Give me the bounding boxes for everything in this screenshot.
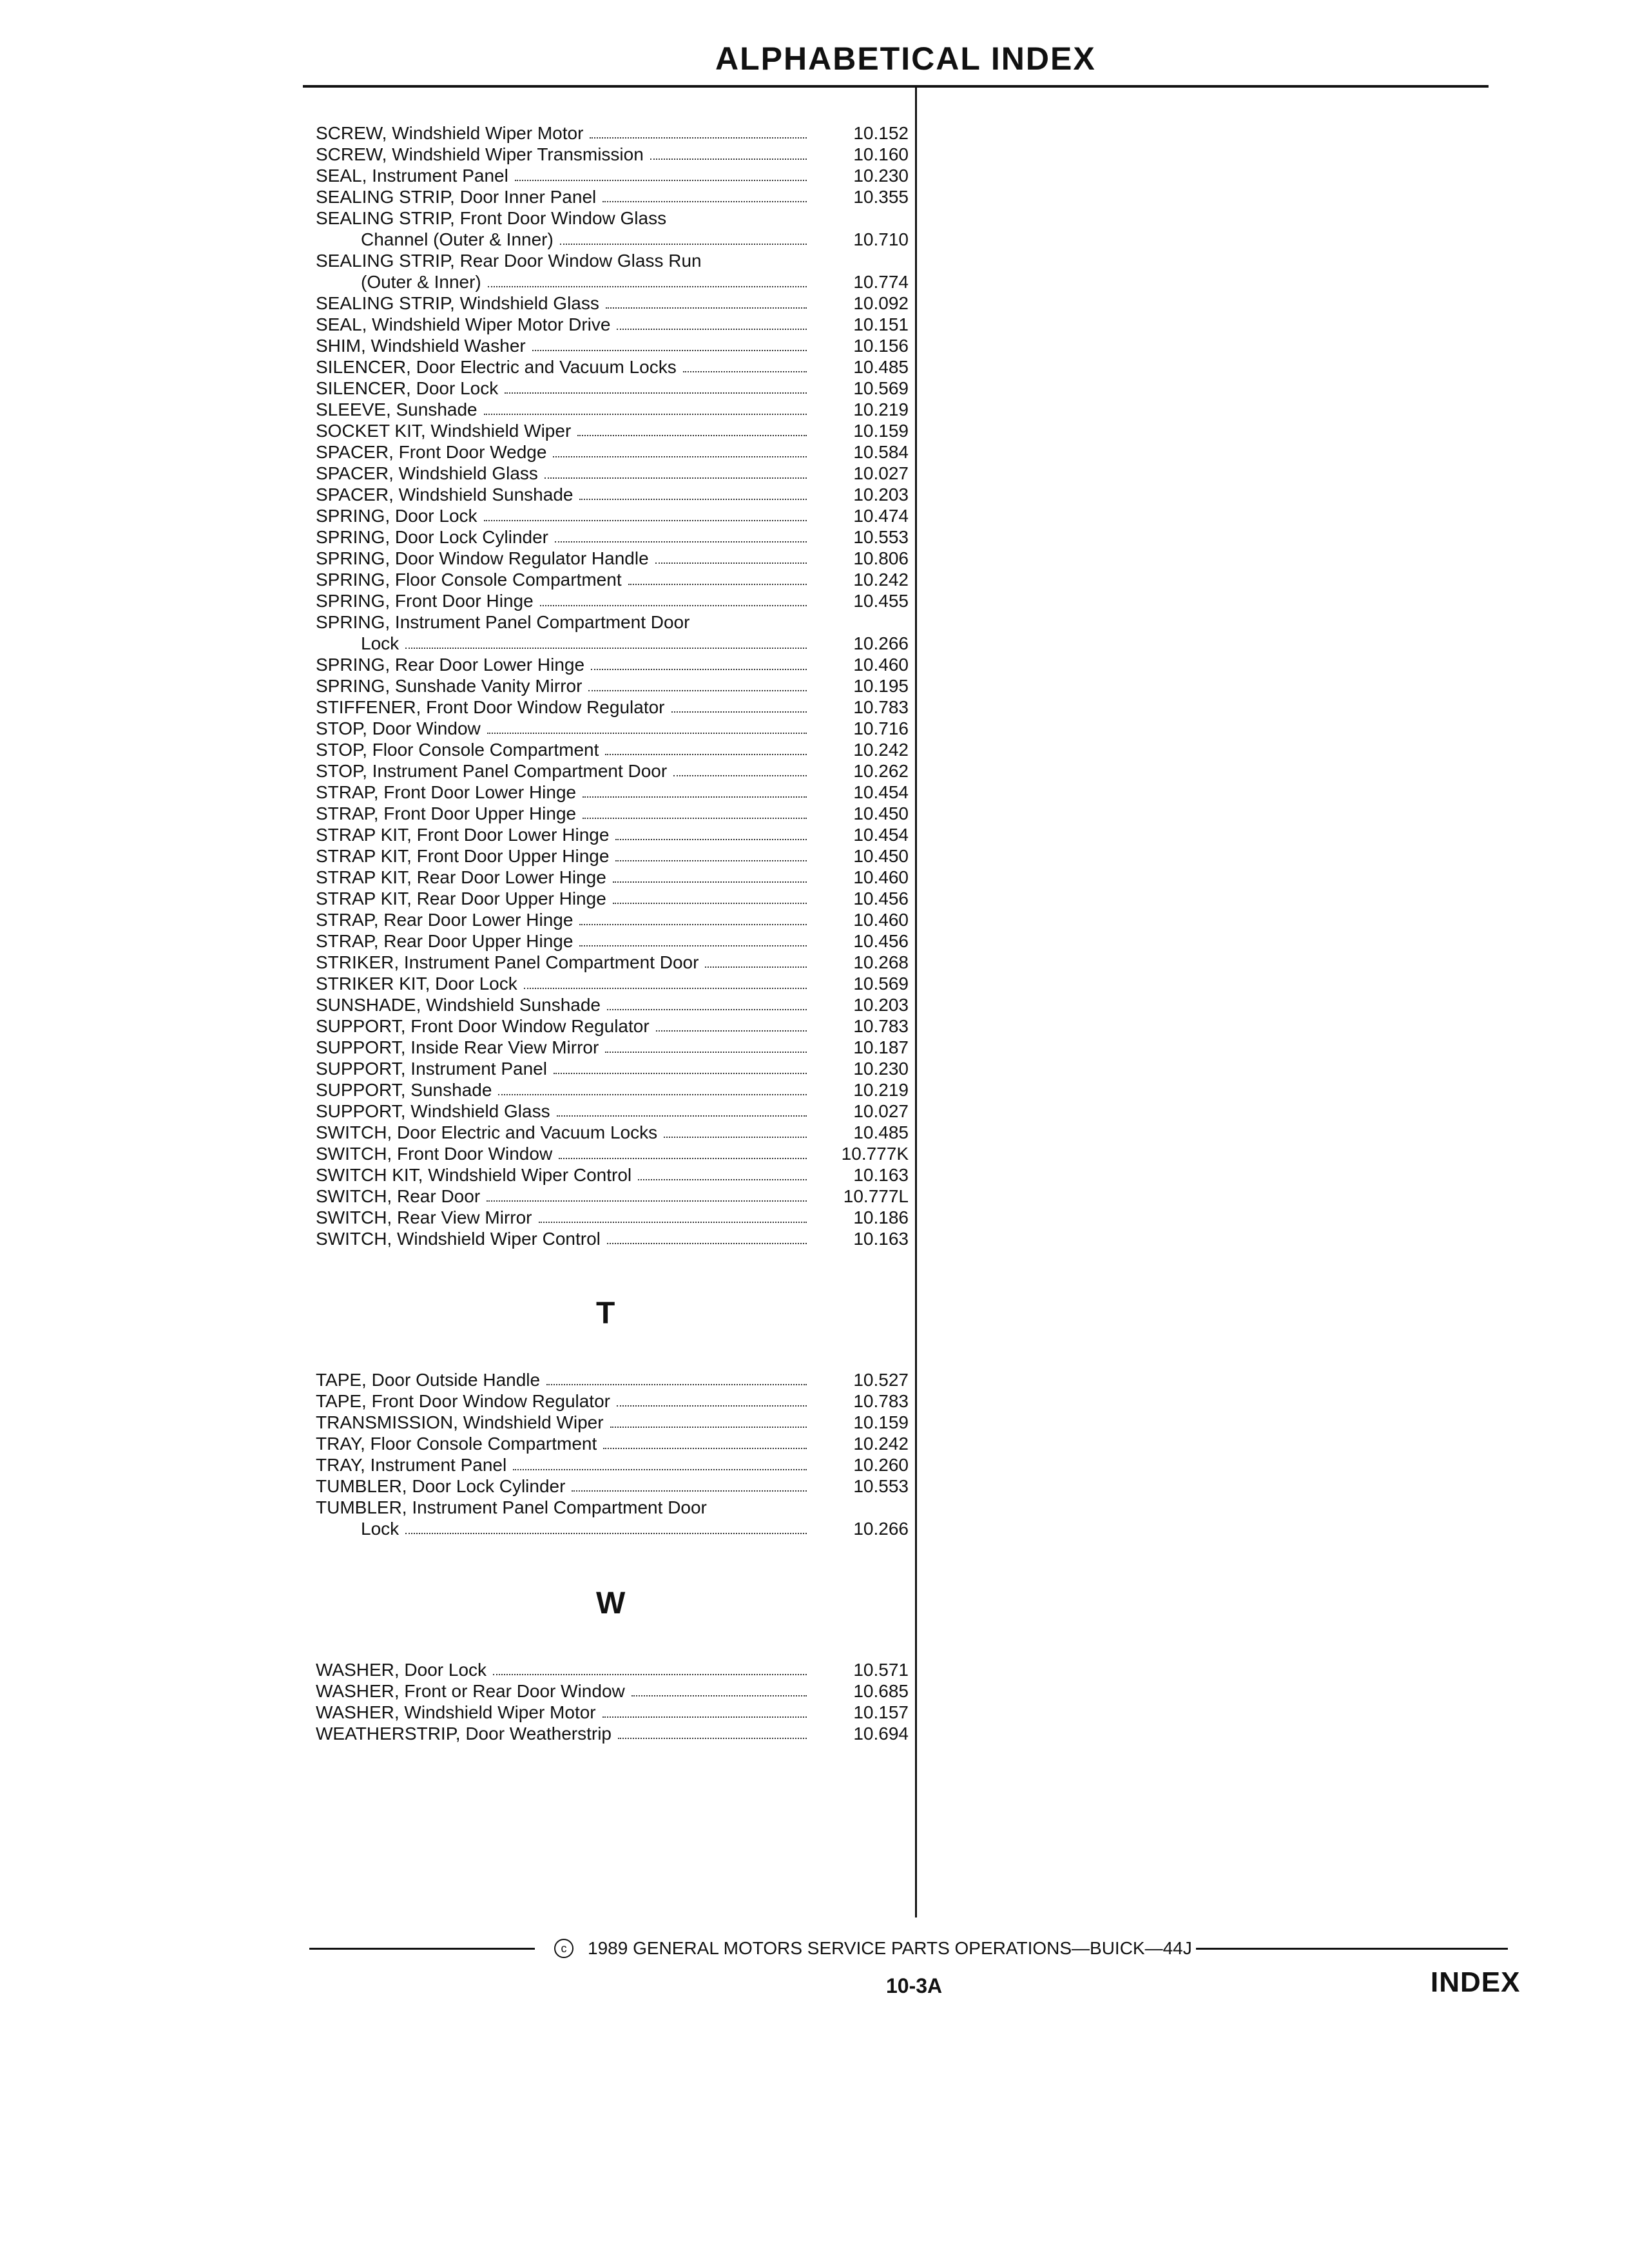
entry-page-ref: 10.569 [853, 974, 909, 994]
entry-page-ref: 10.460 [853, 867, 909, 887]
index-entry [316, 718, 909, 739]
entry-page-ref: 10.777K [841, 1144, 909, 1164]
entry-label: SLEEVE, Sunshade [316, 399, 477, 419]
dot-leader [631, 1695, 807, 1696]
index-entry [316, 782, 909, 803]
index-entry [316, 186, 909, 207]
entry-label: TRAY, Floor Console Compartment [316, 1434, 597, 1454]
dot-leader [579, 499, 807, 500]
index-column [316, 122, 909, 1744]
dot-leader [524, 988, 807, 989]
dot-leader [505, 392, 807, 394]
index-entry [316, 1058, 909, 1079]
dot-leader [498, 1094, 807, 1095]
dot-leader [577, 435, 807, 436]
dot-leader [532, 350, 807, 351]
entry-label: WASHER, Windshield Wiper Motor [316, 1702, 596, 1722]
header-rule [303, 85, 1489, 88]
entry-page-ref: 10.156 [853, 336, 909, 356]
index-entry [316, 505, 909, 526]
index-entry [316, 1100, 909, 1122]
index-entry [316, 526, 909, 548]
entry-label: SWITCH, Front Door Window [316, 1144, 553, 1164]
index-entry [316, 1164, 909, 1186]
entry-label: SWITCH, Door Electric and Vacuum Locks [316, 1122, 658, 1142]
entry-label: SEAL, Windshield Wiper Motor Drive [316, 314, 611, 334]
entry-page-ref: 10.553 [853, 527, 909, 547]
dot-leader [605, 754, 807, 755]
entry-label: WASHER, Door Lock [316, 1660, 487, 1680]
index-entry [316, 1454, 909, 1475]
index-entry [316, 1497, 909, 1518]
entry-label: TUMBLER, Instrument Panel Compartment Door [316, 1497, 707, 1517]
dot-leader [607, 1243, 807, 1244]
footer [309, 1938, 1508, 1959]
index-entry [316, 1390, 909, 1412]
entry-label: STRIKER, Instrument Panel Compartment Door [316, 952, 699, 972]
entry-label: SEALING STRIP, Rear Door Window Glass Run [316, 251, 702, 271]
index-entry [316, 590, 909, 611]
entry-page-ref: 10.716 [853, 718, 909, 738]
index-entry [316, 250, 909, 271]
index-entry [316, 548, 909, 569]
entry-page-ref: 10.187 [853, 1037, 909, 1057]
entry-label: SEALING STRIP, Windshield Glass [316, 293, 599, 313]
index-entry [316, 1228, 909, 1249]
entry-page-ref: 10.163 [853, 1229, 909, 1249]
entry-label: STRAP KIT, Front Door Lower Hinge [316, 825, 610, 845]
dot-leader [487, 1200, 807, 1202]
dot-leader [513, 1469, 807, 1470]
dot-leader [539, 1222, 807, 1223]
entry-label: STRAP KIT, Rear Door Lower Hinge [316, 867, 606, 887]
entry-page-ref: 10.159 [853, 1412, 909, 1432]
index-entry [316, 314, 909, 335]
index-entry [316, 909, 909, 930]
dot-leader [615, 860, 807, 861]
entry-label: STOP, Floor Console Compartment [316, 740, 599, 760]
entry-label: SILENCER, Door Lock [316, 378, 499, 398]
entry-label: SPACER, Windshield Glass [316, 463, 538, 483]
entry-page-ref: 10.454 [853, 825, 909, 845]
index-entry [316, 463, 909, 484]
index-entry [316, 760, 909, 782]
entry-label: SHIM, Windshield Washer [316, 336, 526, 356]
dot-leader [555, 541, 807, 543]
dot-leader [617, 1405, 807, 1407]
dot-leader [405, 648, 807, 649]
index-entry [316, 867, 909, 888]
dot-leader [610, 1427, 807, 1428]
dot-leader [615, 839, 807, 840]
dot-leader [602, 201, 807, 202]
index-entry [316, 1433, 909, 1454]
entry-page-ref: 10.027 [853, 463, 909, 483]
entry-page-ref: 10.219 [853, 1080, 909, 1100]
index-entry [316, 675, 909, 697]
entry-page-ref: 10.195 [853, 676, 909, 696]
entry-page-ref: 10.027 [853, 1101, 909, 1121]
index-entry [316, 930, 909, 952]
dot-leader [484, 520, 807, 521]
dot-leader [583, 818, 807, 819]
entry-page-ref: 10.151 [853, 314, 909, 334]
dot-leader [606, 307, 807, 309]
section-letter: W [596, 1586, 626, 1620]
entry-label: TAPE, Door Outside Handle [316, 1370, 541, 1390]
footer-rule-right [1196, 1948, 1508, 1950]
entry-label: WEATHERSTRIP, Door Weatherstrip [316, 1724, 612, 1744]
entry-page-ref: 10.456 [853, 931, 909, 951]
index-entry [316, 1680, 909, 1702]
dot-leader [554, 1073, 807, 1074]
entry-label: SPRING, Front Door Hinge [316, 591, 534, 611]
index-entry [316, 1015, 909, 1037]
entry-label: SWITCH, Windshield Wiper Control [316, 1229, 601, 1249]
index-entry [316, 654, 909, 675]
entry-page-ref: 10.777L [843, 1186, 909, 1206]
entry-label: SEAL, Instrument Panel [316, 166, 508, 186]
index-entry [316, 484, 909, 505]
entry-page-ref: 10.527 [853, 1370, 909, 1390]
entry-page-ref: 10.219 [853, 399, 909, 419]
entry-label: SPACER, Windshield Sunshade [316, 485, 574, 505]
entry-page-ref: 10.203 [853, 485, 909, 505]
dot-leader [605, 1052, 807, 1053]
entry-label: SPRING, Floor Console Compartment [316, 570, 622, 590]
entry-page-ref: 10.774 [853, 272, 909, 292]
index-entry [316, 378, 909, 399]
entry-page-ref: 10.230 [853, 1059, 909, 1079]
footer-rule-left [309, 1948, 535, 1950]
index-entry [316, 1037, 909, 1058]
dot-leader [553, 456, 807, 457]
entry-label: SWITCH, Rear View Mirror [316, 1207, 532, 1227]
entry-page-ref: 10.783 [853, 1016, 909, 1036]
index-entry [316, 1412, 909, 1433]
index-entry [316, 1475, 909, 1497]
entry-label: SPRING, Sunshade Vanity Mirror [316, 676, 583, 696]
entry-page-ref: 10.783 [853, 697, 909, 717]
entry-label: SPRING, Rear Door Lower Hinge [316, 655, 585, 675]
entry-label: SCREW, Windshield Wiper Transmission [316, 144, 644, 164]
index-entry [316, 845, 909, 867]
index-entry [316, 1369, 909, 1390]
dot-leader [545, 477, 807, 479]
entry-page-ref: 10.710 [853, 229, 909, 249]
index-entry [316, 1079, 909, 1100]
dot-leader [705, 966, 807, 968]
index-entry [316, 994, 909, 1015]
index-entry [316, 739, 909, 760]
entry-label: SUPPORT, Sunshade [316, 1080, 492, 1100]
copyright-text: 1989 GENERAL MOTORS SERVICE PARTS OPERATIONS—BUICK—44J [588, 1938, 1192, 1958]
dot-leader [607, 1009, 807, 1010]
dot-leader [613, 903, 807, 904]
index-entry [316, 697, 909, 718]
dot-leader [628, 584, 807, 585]
section-label: INDEX [1431, 1966, 1521, 1998]
index-entry [316, 1723, 909, 1744]
entry-label: STOP, Instrument Panel Compartment Door [316, 761, 668, 781]
index-entry [316, 973, 909, 994]
entry-label: TAPE, Front Door Window Regulator [316, 1391, 610, 1411]
dot-leader [650, 159, 807, 160]
entry-label: SUPPORT, Windshield Glass [316, 1101, 550, 1121]
dot-leader [487, 733, 807, 734]
entry-label-continued: Lock [361, 1519, 400, 1539]
entry-label: TRANSMISSION, Windshield Wiper [316, 1412, 604, 1432]
index-entry [316, 207, 909, 229]
entry-page-ref: 10.242 [853, 1434, 909, 1454]
entry-page-ref: 10.152 [853, 123, 909, 143]
index-entry [316, 144, 909, 165]
dot-leader [546, 1384, 807, 1385]
dot-leader [655, 562, 807, 564]
entry-label-continued: Channel (Outer & Inner) [361, 229, 554, 249]
dot-leader [493, 1674, 807, 1675]
entry-page-ref: 10.160 [853, 144, 909, 164]
index-entry-continuation [316, 271, 909, 293]
index-entry [316, 1659, 909, 1680]
index-entry-continuation [316, 229, 909, 250]
entry-label-continued: Lock [361, 633, 400, 653]
entry-label: SWITCH, Rear Door [316, 1186, 481, 1206]
dot-leader [618, 1738, 807, 1739]
entry-page-ref: 10.584 [853, 442, 909, 462]
entry-page-ref: 10.230 [853, 166, 909, 186]
entry-page-ref: 10.355 [853, 187, 909, 207]
entry-page-ref: 10.685 [853, 1681, 909, 1701]
entry-page-ref: 10.242 [853, 740, 909, 760]
entry-page-ref: 10.806 [853, 548, 909, 568]
entry-page-ref: 10.268 [853, 952, 909, 972]
index-entry [316, 441, 909, 463]
dot-leader [488, 286, 807, 287]
dot-leader [671, 711, 807, 713]
entry-page-ref: 10.092 [853, 293, 909, 313]
index-entry [316, 420, 909, 441]
entry-page-ref: 10.163 [853, 1165, 909, 1185]
entry-page-ref: 10.474 [853, 506, 909, 526]
index-entry [316, 165, 909, 186]
dot-leader [673, 775, 807, 776]
entry-page-ref: 10.460 [853, 910, 909, 930]
entry-label: SPRING, Door Lock [316, 506, 477, 526]
dot-leader [602, 1716, 807, 1718]
entry-page-ref: 10.571 [853, 1660, 909, 1680]
entry-page-ref: 10.266 [853, 1519, 909, 1539]
entry-page-ref: 10.262 [853, 761, 909, 781]
dot-leader [613, 881, 807, 883]
entry-label: SUPPORT, Instrument Panel [316, 1059, 547, 1079]
entry-label: STRAP KIT, Rear Door Upper Hinge [316, 889, 606, 908]
index-entry [316, 1186, 909, 1207]
index-entry [316, 1143, 909, 1164]
index-entry [316, 569, 909, 590]
entry-label: SPRING, Instrument Panel Compartment Door [316, 612, 690, 632]
dot-leader [405, 1533, 807, 1534]
entry-label: SEALING STRIP, Door Inner Panel [316, 187, 597, 207]
dot-leader [579, 924, 807, 925]
dot-leader [656, 1030, 807, 1032]
entry-page-ref: 10.783 [853, 1391, 909, 1411]
dot-leader [583, 796, 807, 798]
dot-leader [579, 945, 807, 947]
entry-page-ref: 10.186 [853, 1207, 909, 1227]
entry-label: STIFFENER, Front Door Window Regulator [316, 697, 665, 717]
copyright-icon: c [554, 1939, 574, 1958]
dot-leader [588, 690, 807, 691]
entry-label: STRAP, Rear Door Upper Hinge [316, 931, 574, 951]
index-entry [316, 356, 909, 378]
entry-page-ref: 10.157 [853, 1702, 909, 1722]
entry-label-continued: (Outer & Inner) [361, 272, 481, 292]
entry-page-ref: 10.242 [853, 570, 909, 590]
dot-leader [557, 1115, 807, 1117]
page-number: 10-3A [886, 1974, 943, 1997]
entry-label: STRAP, Front Door Lower Hinge [316, 782, 577, 802]
entry-page-ref: 10.569 [853, 378, 909, 398]
entry-label: STRAP, Front Door Upper Hinge [316, 803, 577, 823]
index-entry [316, 293, 909, 314]
index-entry [316, 824, 909, 845]
index-entry [316, 888, 909, 909]
entry-page-ref: 10.460 [853, 655, 909, 675]
entry-page-ref: 10.159 [853, 421, 909, 441]
entry-page-ref: 10.553 [853, 1476, 909, 1496]
entry-label: SILENCER, Door Electric and Vacuum Locks [316, 357, 677, 377]
index-entry [316, 611, 909, 633]
entry-page-ref: 10.485 [853, 1122, 909, 1142]
dot-leader [591, 669, 807, 670]
dot-leader [560, 244, 807, 245]
entry-page-ref: 10.456 [853, 889, 909, 908]
dot-leader [664, 1137, 807, 1138]
entry-label: SUPPORT, Inside Rear View Mirror [316, 1037, 599, 1057]
entry-page-ref: 10.450 [853, 803, 909, 823]
column-divider [915, 88, 917, 1917]
entry-label: WASHER, Front or Rear Door Window [316, 1681, 625, 1701]
entry-label: SUNSHADE, Windshield Sunshade [316, 995, 601, 1015]
index-entry [316, 1207, 909, 1228]
index-entry [316, 803, 909, 824]
entry-page-ref: 10.450 [853, 846, 909, 866]
entry-page-ref: 10.266 [853, 633, 909, 653]
entry-label: SUPPORT, Front Door Window Regulator [316, 1016, 650, 1036]
index-entry [316, 335, 909, 356]
dot-leader [683, 371, 807, 372]
dot-leader [617, 329, 807, 330]
entry-label: TUMBLER, Door Lock Cylinder [316, 1476, 566, 1496]
dot-leader [515, 180, 807, 181]
index-entry [316, 1122, 909, 1143]
entry-page-ref: 10.260 [853, 1455, 909, 1475]
entry-label: STRAP, Rear Door Lower Hinge [316, 910, 574, 930]
dot-leader [572, 1490, 807, 1492]
entry-label: SPRING, Door Window Regulator Handle [316, 548, 649, 568]
entry-label: STOP, Door Window [316, 718, 481, 738]
dot-leader [603, 1448, 807, 1449]
index-entry [316, 122, 909, 144]
entry-label: SCREW, Windshield Wiper Motor [316, 123, 584, 143]
entry-label: STRAP KIT, Front Door Upper Hinge [316, 846, 610, 866]
page-title: ALPHABETICAL INDEX [715, 41, 1096, 77]
entry-page-ref: 10.454 [853, 782, 909, 802]
dot-leader [559, 1158, 807, 1159]
dot-leader [484, 414, 807, 415]
entry-page-ref: 10.485 [853, 357, 909, 377]
index-entry [316, 952, 909, 973]
dot-leader [638, 1179, 807, 1180]
entry-page-ref: 10.455 [853, 591, 909, 611]
entry-label: SOCKET KIT, Windshield Wiper [316, 421, 572, 441]
index-entry [316, 399, 909, 420]
entry-label: SWITCH KIT, Windshield Wiper Control [316, 1165, 632, 1185]
dot-leader [540, 605, 807, 606]
section-letter: T [596, 1296, 615, 1331]
entry-page-ref: 10.203 [853, 995, 909, 1015]
dot-leader [590, 137, 807, 139]
entry-label: TRAY, Instrument Panel [316, 1455, 507, 1475]
entry-page-ref: 10.694 [853, 1724, 909, 1744]
entry-label: SPRING, Door Lock Cylinder [316, 527, 549, 547]
entry-label: SPACER, Front Door Wedge [316, 442, 547, 462]
entry-label: STRIKER KIT, Door Lock [316, 974, 517, 994]
index-entry-continuation [316, 1518, 909, 1539]
index-entry [316, 1702, 909, 1723]
index-entry-continuation [316, 633, 909, 654]
entry-label: SEALING STRIP, Front Door Window Glass [316, 208, 667, 228]
